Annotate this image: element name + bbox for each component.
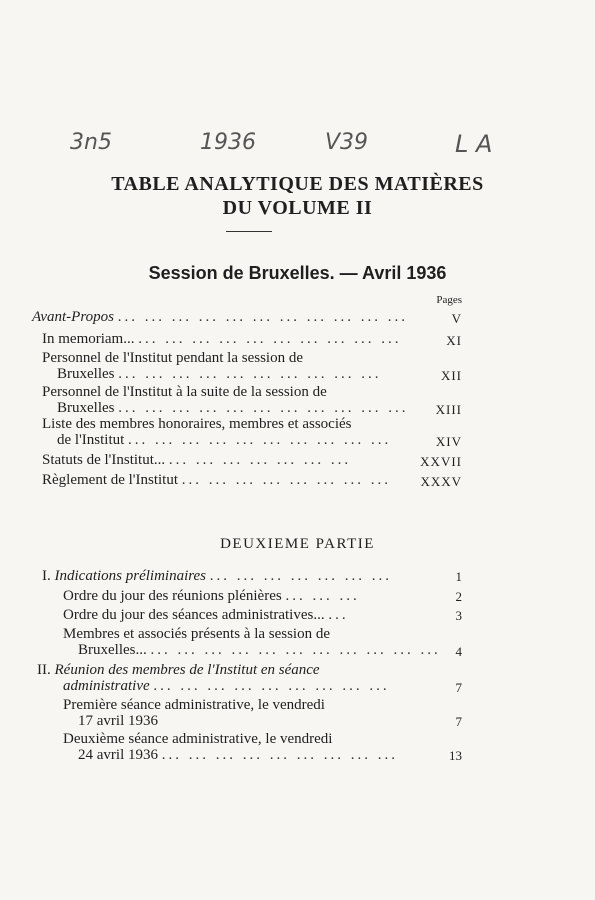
toc-entry-continuation: 24 avril 1936 ... ... ... ... ... ... ... ... ... <box>78 747 398 763</box>
toc-entry-continuation: Bruxelles ... ... ... ... ... ... ... ... ... ... ... <box>57 400 409 416</box>
part-title: DEUXIEME PARTIE <box>220 536 375 552</box>
toc-page-number: 7 <box>455 714 462 729</box>
divider <box>226 231 272 232</box>
toc-entry-continuation: 17 avril 1936 <box>78 713 158 729</box>
toc-entry: Ordre du jour des réunions plénières ... ... ... <box>63 588 360 604</box>
toc-entry: In memoriam... ... ... ... ... ... ... ... ... ... ... <box>42 331 402 347</box>
toc-entry-continuation: administrative ... ... ... ... ... ... ... ... ... <box>63 678 390 694</box>
toc-page-number: XII <box>440 368 462 383</box>
toc-entry: Avant-Propos ... ... ... ... ... ... ... ... ... ... ... <box>32 309 408 325</box>
toc-page-number: XXXV <box>420 474 462 489</box>
toc-entry: Personnel de l'Institut pendant la session de <box>42 350 303 366</box>
toc-page-number: 1 <box>455 569 462 584</box>
handwritten-mark: L A <box>455 130 493 158</box>
toc-page-number: 2 <box>455 589 462 604</box>
toc-entry: Statuts de l'Institut... ... ... ... ... ... ... ... <box>42 452 352 468</box>
toc-page-number: 4 <box>455 644 462 659</box>
toc-entry: Liste des membres honoraires, membres et associés <box>42 416 352 432</box>
toc-entry: II. Réunion des membres de l'Institut en séance <box>37 662 320 678</box>
session-title: Session de Bruxelles. — Avril 1936 <box>148 263 447 283</box>
toc-entry: Membres et associés présents à la session de <box>63 626 331 642</box>
toc-entry-continuation: de l'Institut ... ... ... ... ... ... ... ... ... ... <box>57 432 392 448</box>
toc-entry: Ordre du jour des séances administratives... ... <box>63 607 349 623</box>
toc-page-number: V <box>451 311 462 326</box>
pages-column-header: Pages <box>436 294 462 306</box>
toc-entry-continuation: Bruxelles ... ... ... ... ... ... ... ... ... ... <box>57 366 382 382</box>
toc-page-number: XIV <box>435 434 462 449</box>
toc-page-number: 3 <box>455 608 462 623</box>
handwritten-mark: 3n5 <box>70 130 112 155</box>
toc-page-number: 13 <box>449 748 462 763</box>
toc-page-number: XIII <box>435 402 462 417</box>
toc-entry-continuation: Bruxelles... ... ... ... ... ... ... ... ... ... ... ... <box>78 642 441 658</box>
toc-entry: Personnel de l'Institut à la suite de la session de <box>42 384 327 400</box>
toc-entry: Deuxième séance administrative, le vendredi <box>63 731 333 747</box>
page-title: TABLE ANALYTIQUE DES MATIÈRES <box>111 173 484 195</box>
toc-page-number: 7 <box>455 680 462 695</box>
toc-entry: Règlement de l'Institut ... ... ... ... ... ... ... ... <box>42 472 392 488</box>
page-subtitle: DU VOLUME II <box>222 197 373 219</box>
toc-entry: Première séance administrative, le vendredi <box>63 697 325 713</box>
toc-page-number: XI <box>446 333 462 348</box>
handwritten-mark: V39 <box>325 130 369 155</box>
toc-page-number: XXVII <box>420 454 462 469</box>
handwritten-mark: 1936 <box>200 130 256 155</box>
toc-entry: I. Indications préliminaires ... ... ... ... ... ... ... <box>42 568 393 584</box>
